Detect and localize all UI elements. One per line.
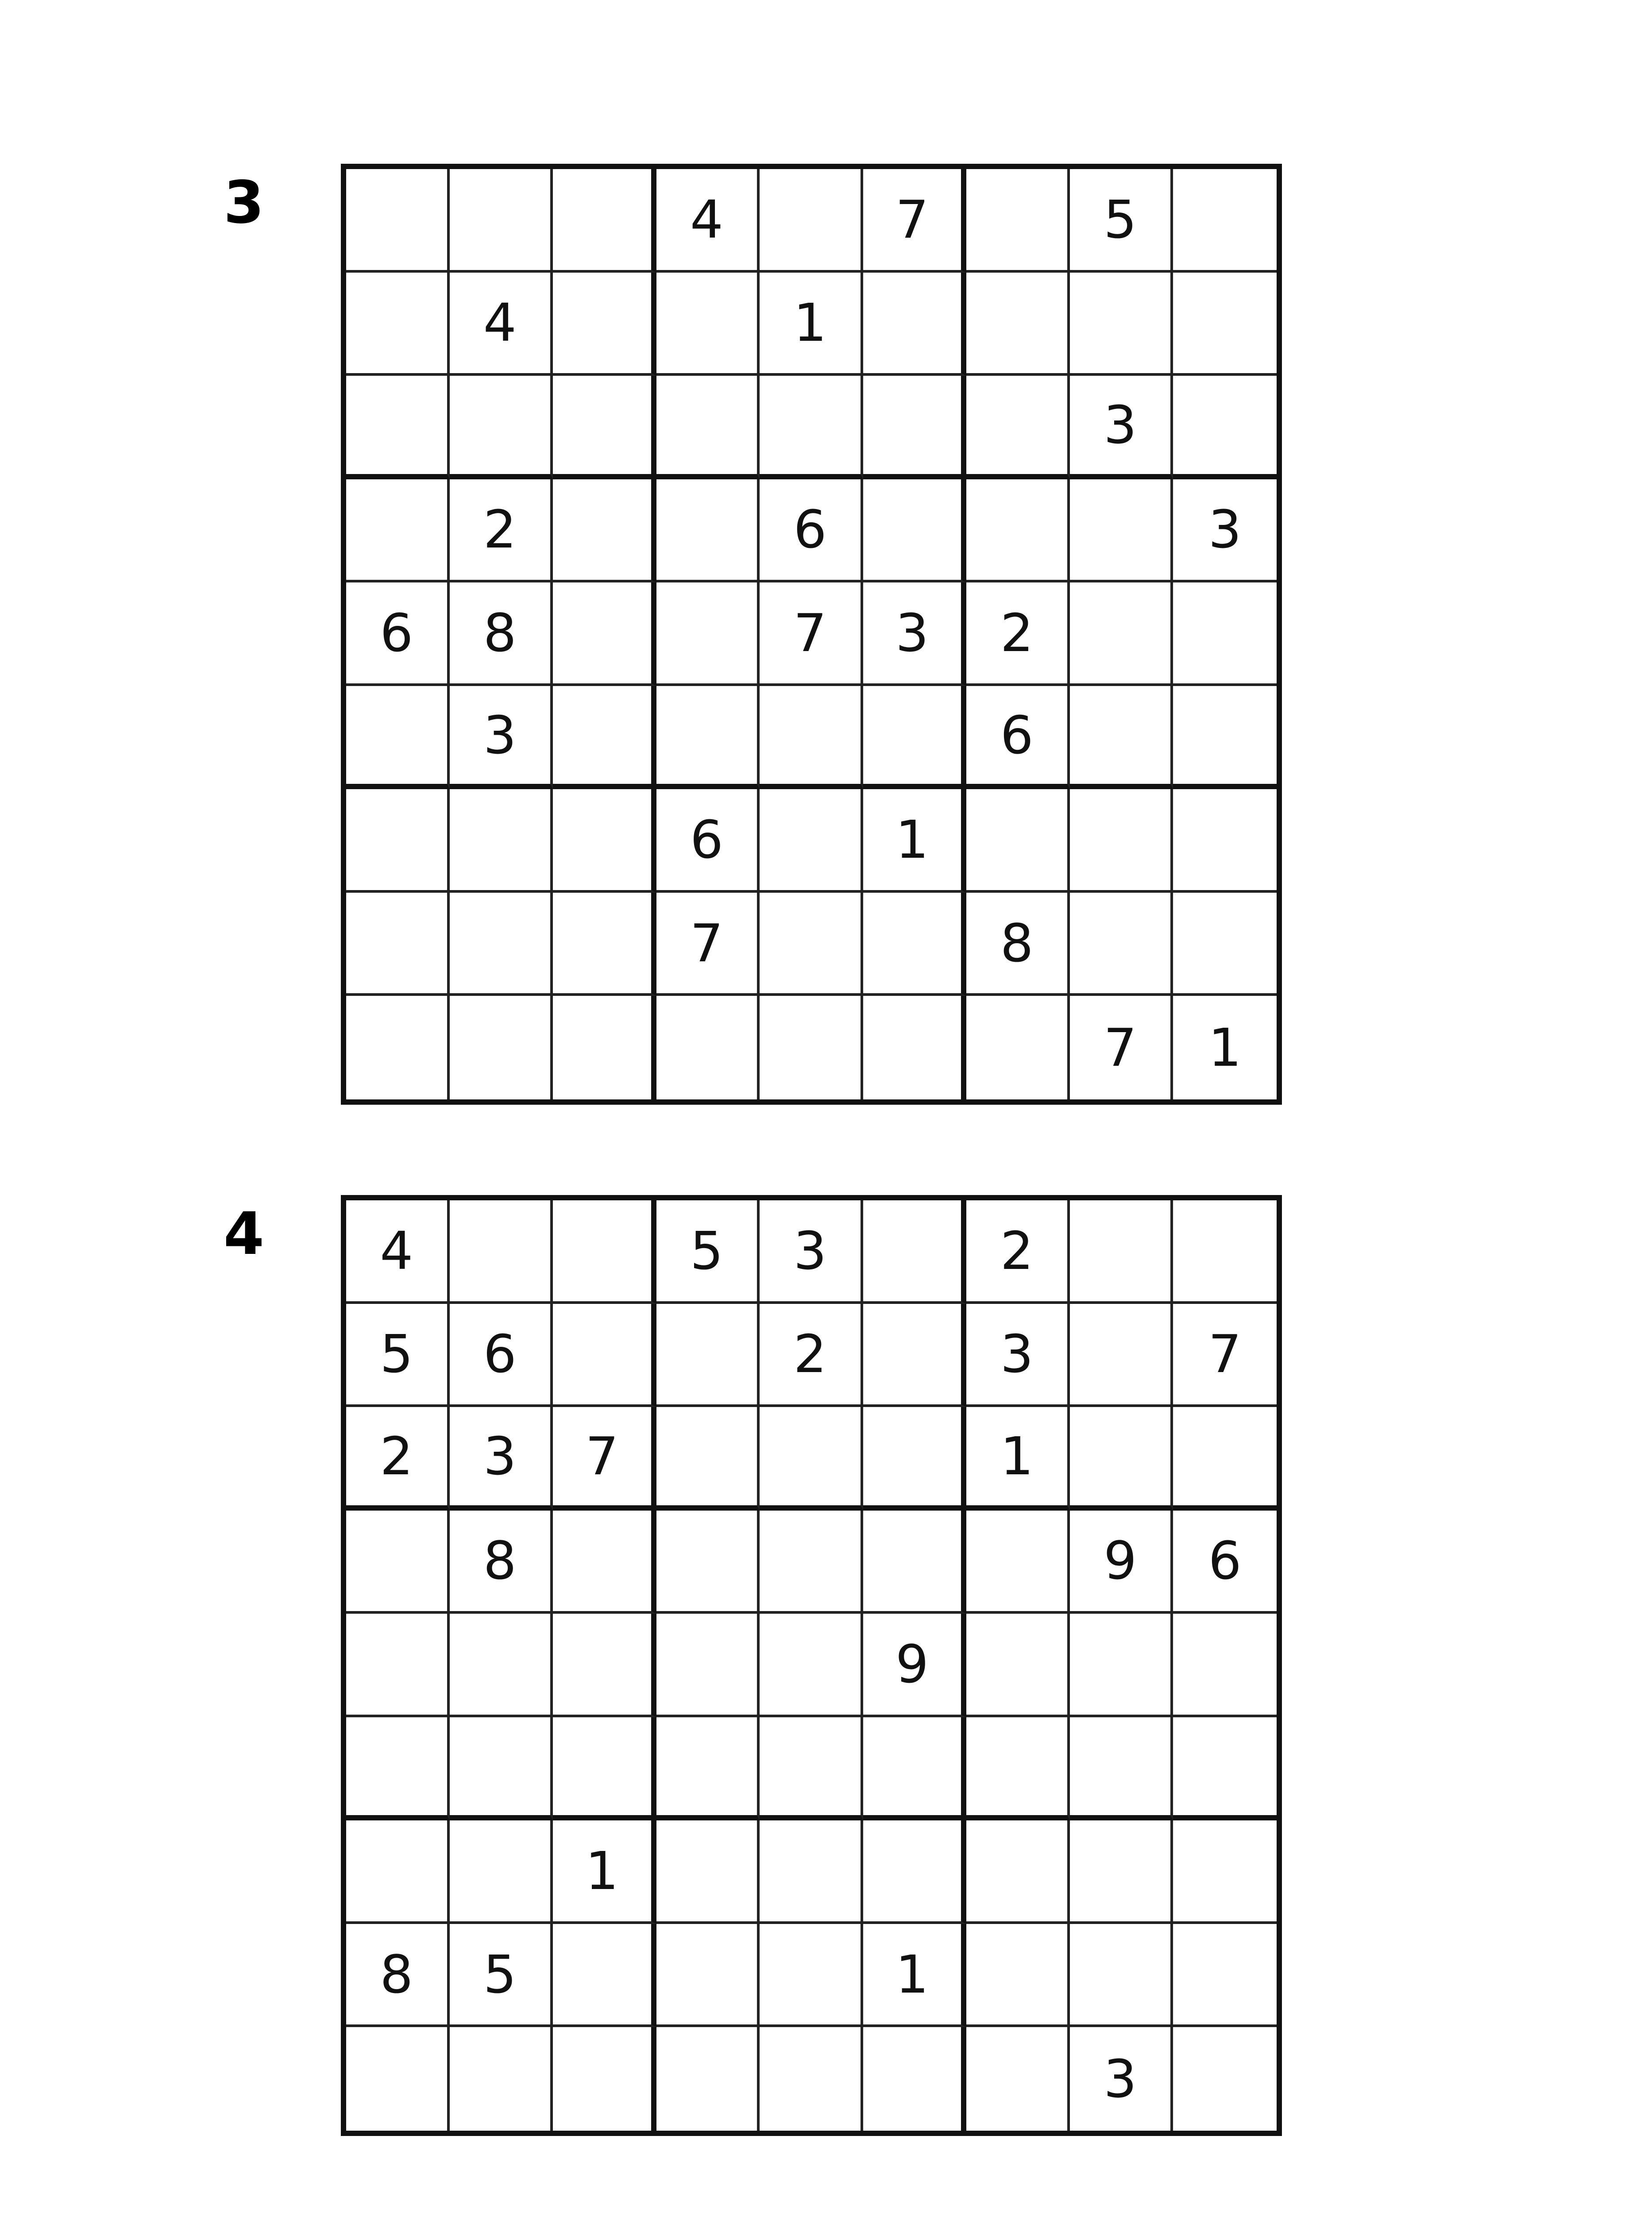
sudoku-cell[interactable]: 3 [1070,376,1173,479]
sudoku-cell[interactable] [553,1614,656,1717]
sudoku-cell[interactable] [966,1511,1070,1614]
sudoku-grid [341,1195,1282,2136]
sudoku-cell[interactable]: 1 [553,1820,656,1924]
sudoku-grid [341,164,1282,1105]
sudoku-cell[interactable]: 2 [966,1200,1070,1304]
sudoku-cell[interactable] [553,169,656,273]
sudoku-cell[interactable]: 7 [553,1407,656,1511]
sudoku-cell[interactable] [346,376,450,479]
sudoku-cell[interactable] [863,1407,967,1511]
sudoku-cell[interactable] [966,273,1070,376]
sudoku-cell[interactable]: 3 [760,1200,863,1304]
sudoku-cell[interactable] [1070,1924,1173,2028]
sudoku-cell[interactable]: 4 [346,1200,450,1304]
sudoku-cell[interactable] [346,1614,450,1717]
sudoku-cell[interactable]: 9 [1070,1511,1173,1614]
sudoku-cell[interactable]: 5 [346,1304,450,1407]
sudoku-cell[interactable]: 6 [760,479,863,583]
sudoku-cell[interactable] [656,1511,760,1614]
sudoku-cell[interactable] [760,893,863,996]
sudoku-cell[interactable] [1070,789,1173,893]
sudoku-cell[interactable] [450,2027,553,2131]
sudoku-cell[interactable] [1070,1304,1173,1407]
sudoku-cell[interactable]: 7 [1173,1304,1277,1407]
sudoku-cell[interactable] [553,1924,656,2028]
sudoku-cell[interactable] [656,2027,760,2131]
sudoku-cell[interactable]: 6 [966,686,1070,790]
sudoku-cell[interactable]: 5 [1070,169,1173,273]
sudoku-cell[interactable] [1173,1820,1277,1924]
sudoku-cell[interactable] [656,1717,760,1821]
sudoku-cell[interactable]: 3 [966,1304,1070,1407]
sudoku-cell[interactable]: 6 [346,582,450,686]
sudoku-cell[interactable]: 7 [656,893,760,996]
sudoku-cell[interactable] [1173,273,1277,376]
sudoku-cell[interactable]: 8 [450,1511,553,1614]
sudoku-cell[interactable] [760,1407,863,1511]
sudoku-cell[interactable]: 1 [863,789,967,893]
sudoku-cell[interactable]: 1 [1208,1017,1242,1079]
sudoku-cell[interactable]: 2 [450,479,553,583]
sudoku-cell[interactable] [760,169,863,273]
puzzle-number: 4 [224,1200,264,1268]
sudoku-cell[interactable] [966,2027,1070,2131]
sudoku-cell[interactable] [966,789,1070,893]
sudoku-cell[interactable] [1070,582,1173,686]
sudoku-cell[interactable] [656,686,760,790]
sudoku-cell[interactable]: 6 [450,1304,553,1407]
sudoku-cell[interactable] [863,1820,967,1924]
sudoku-cell[interactable] [1173,169,1277,273]
sudoku-cell[interactable] [553,273,656,376]
sudoku-cell[interactable]: 1 [863,1924,967,2028]
sudoku-cell[interactable] [1070,1820,1173,1924]
sudoku-cell[interactable]: 2 [760,1304,863,1407]
sudoku-cell[interactable] [1173,1717,1277,1821]
sudoku-cell[interactable] [553,789,656,893]
sudoku-cell[interactable] [656,273,760,376]
sudoku-cell[interactable] [863,376,967,479]
sudoku-cell[interactable] [760,1717,863,1821]
sudoku-cell[interactable] [656,376,760,479]
sudoku-cell[interactable]: 1 [760,273,863,376]
sudoku-cell[interactable] [1070,1200,1173,1304]
sudoku-cell[interactable] [1173,2027,1277,2131]
sudoku-cell[interactable] [1070,1717,1173,1821]
sudoku-cell[interactable] [450,1614,553,1717]
sudoku-cell[interactable] [760,789,863,893]
sudoku-cell[interactable] [450,169,553,273]
sudoku-cell[interactable] [346,479,450,583]
sudoku-cell[interactable] [346,2027,450,2131]
sudoku-cell[interactable] [863,1511,967,1614]
sudoku-puzzle-3 [0,0,1652,1079]
sudoku-cell[interactable] [1173,789,1277,893]
sudoku-cell[interactable] [553,893,656,996]
sudoku-cell[interactable]: 6 [1173,1511,1277,1614]
sudoku-cell[interactable] [1173,376,1277,479]
sudoku-cell[interactable] [553,1511,656,1614]
sudoku-cell[interactable]: 7 [1070,996,1173,1099]
sudoku-cell[interactable] [346,1717,450,1821]
sudoku-cell[interactable] [966,1717,1070,1821]
sudoku-cell[interactable] [966,479,1070,583]
sudoku-cell[interactable] [1173,1407,1277,1511]
sudoku-cell[interactable] [553,479,656,583]
sudoku-cell[interactable] [346,686,450,790]
sudoku-cell[interactable] [760,1511,863,1614]
sudoku-cell[interactable] [1070,1407,1173,1511]
sudoku-cell[interactable] [1173,893,1277,996]
sudoku-cell[interactable] [553,1304,656,1407]
sudoku-cell[interactable]: 6 [656,789,760,893]
sudoku-cell[interactable]: 3 [1070,2027,1173,2131]
sudoku-cell[interactable]: 7 [760,582,863,686]
sudoku-cell[interactable] [863,1304,967,1407]
sudoku-cell[interactable] [450,1200,553,1304]
sudoku-cell[interactable] [656,1304,760,1407]
sudoku-cell[interactable]: 7 [863,169,967,273]
sudoku-cell[interactable]: 4 [656,169,760,273]
sudoku-cell[interactable]: 1 [966,1407,1070,1511]
sudoku-cell[interactable] [966,376,1070,479]
sudoku-cell[interactable] [966,1820,1070,1924]
sudoku-cell[interactable]: 9 [863,1614,967,1717]
sudoku-cell[interactable] [863,686,967,790]
sudoku-puzzle-4 [0,1031,1652,2110]
sudoku-cell[interactable] [760,1614,863,1717]
sudoku-cell[interactable] [863,2027,967,2131]
sudoku-cell[interactable] [346,1820,450,1924]
sudoku-cell[interactable] [760,376,863,479]
sudoku-cell[interactable] [863,893,967,996]
sudoku-cell[interactable] [450,1820,553,1924]
sudoku-cell[interactable] [1173,686,1277,790]
sudoku-cell[interactable] [346,169,450,273]
sudoku-cell[interactable]: 3 [863,582,967,686]
sudoku-cell[interactable]: 2 [346,1407,450,1511]
puzzle-number: 3 [224,169,264,237]
sudoku-cell[interactable]: 8 [966,893,1070,996]
sudoku-cell[interactable]: 8 [450,582,553,686]
sudoku-cell[interactable] [553,376,656,479]
sudoku-cell[interactable] [1070,686,1173,790]
sudoku-cell[interactable] [450,1717,553,1821]
sudoku-cell[interactable] [450,893,553,996]
sudoku-cell[interactable] [1173,582,1277,686]
sudoku-cell[interactable] [656,582,760,686]
sudoku-cell[interactable] [863,1717,967,1821]
sudoku-cell[interactable] [1070,479,1173,583]
sudoku-cell[interactable] [1173,1200,1277,1304]
sudoku-cell[interactable] [553,2027,656,2131]
sudoku-cell[interactable] [450,376,553,479]
sudoku-cell[interactable] [863,273,967,376]
sudoku-cell[interactable] [553,686,656,790]
sudoku-cell[interactable] [346,893,450,996]
sudoku-cell[interactable]: 4 [450,273,553,376]
sudoku-cell[interactable]: 3 [450,1407,553,1511]
sudoku-cell[interactable] [553,1200,656,1304]
sudoku-cell[interactable] [1070,273,1173,376]
sudoku-cell[interactable] [1173,1614,1277,1717]
sudoku-cell[interactable] [656,1614,760,1717]
sudoku-cell[interactable]: 5 [656,1200,760,1304]
sudoku-cell[interactable] [346,1511,450,1614]
sudoku-cell[interactable] [1070,1614,1173,1717]
sudoku-cell[interactable] [760,1820,863,1924]
sudoku-cell[interactable] [760,686,863,790]
sudoku-cell[interactable] [656,1407,760,1511]
sudoku-cell[interactable] [346,273,450,376]
sudoku-cell[interactable] [760,2027,863,2131]
sudoku-cell[interactable] [863,479,967,583]
sudoku-cell[interactable] [966,1614,1070,1717]
sudoku-cell[interactable] [760,1924,863,2028]
sudoku-cell[interactable] [656,1820,760,1924]
sudoku-cell[interactable] [656,479,760,583]
sudoku-cell[interactable]: 2 [966,582,1070,686]
sudoku-cell[interactable]: 3 [450,686,553,790]
sudoku-cell[interactable]: 5 [450,1924,553,2028]
sudoku-cell[interactable] [966,169,1070,273]
sudoku-cell[interactable] [656,1924,760,2028]
sudoku-cell[interactable] [346,789,450,893]
sudoku-cell[interactable] [1173,1924,1277,2028]
sudoku-cell[interactable] [1070,893,1173,996]
sudoku-cell[interactable]: 3 [1173,479,1277,583]
sudoku-cell[interactable]: 8 [346,1924,450,2028]
sudoku-cell[interactable] [553,1717,656,1821]
sudoku-cell[interactable] [966,1924,1070,2028]
sudoku-cell[interactable] [863,1200,967,1304]
sudoku-cell[interactable] [450,789,553,893]
sudoku-cell[interactable] [553,582,656,686]
